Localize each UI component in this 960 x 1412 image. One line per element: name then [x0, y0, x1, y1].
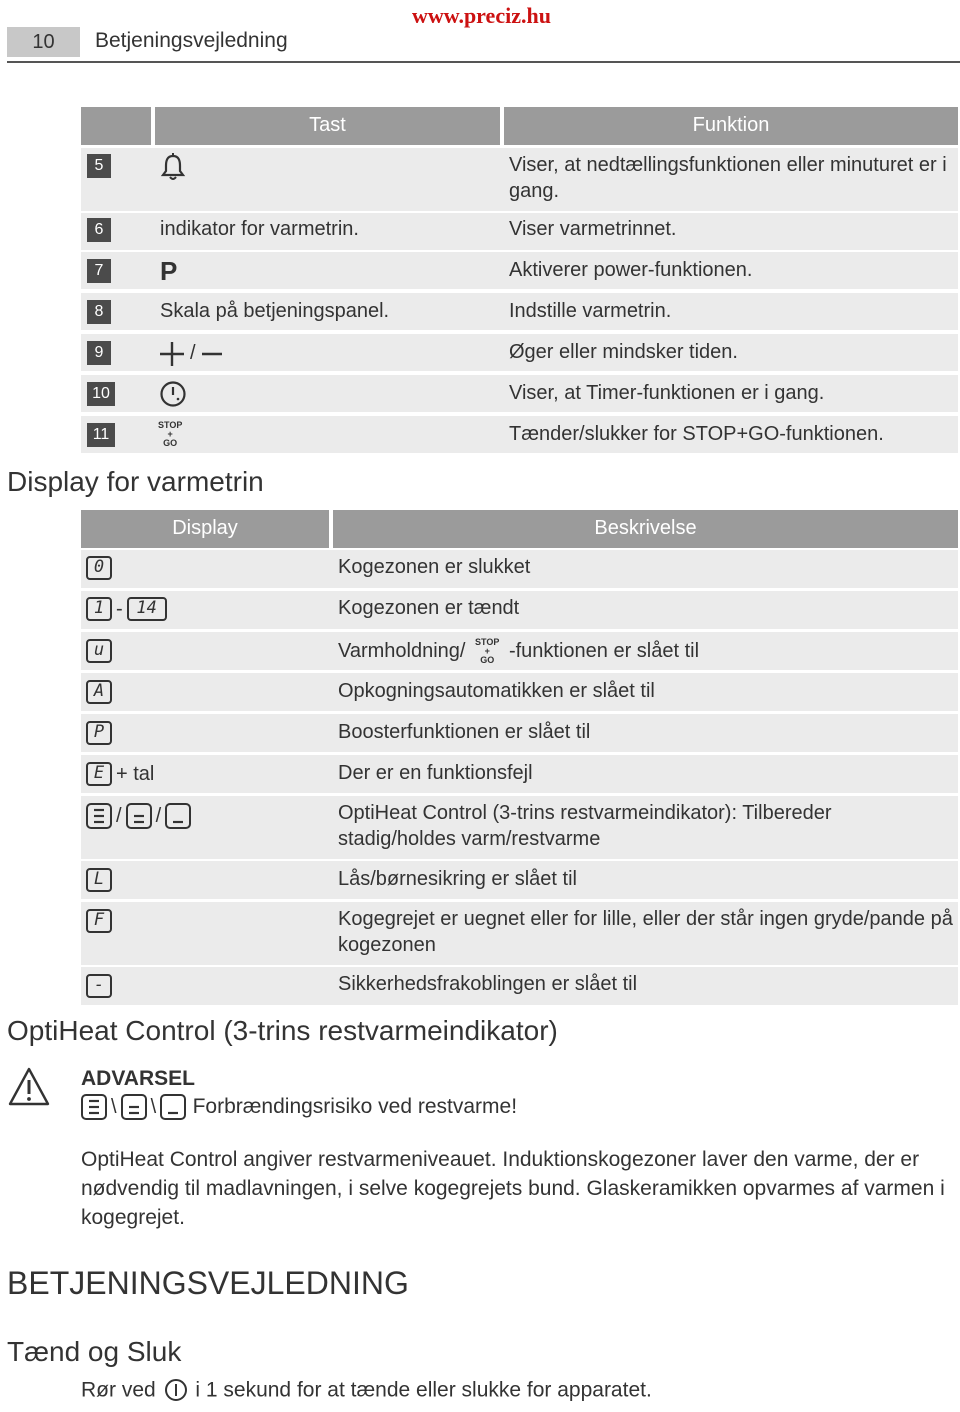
- minus-icon: [200, 340, 224, 368]
- site-watermark: www.preciz.hu: [412, 3, 551, 28]
- function-text: Tænder/slukker for STOP+GO-funktionen.: [509, 423, 884, 445]
- description-text: Kogezonen er slukket: [338, 556, 531, 578]
- display-symbol: u: [86, 639, 112, 663]
- keys-table-header-key: Tast: [155, 107, 500, 145]
- stop-go-icon: [158, 421, 182, 448]
- display-table-header-description: Beskrivelse: [333, 510, 958, 548]
- power-icon: [164, 1378, 188, 1402]
- display-extra: + tal: [116, 762, 155, 785]
- display-symbol: 1: [86, 597, 112, 621]
- heat-high-icon: [86, 803, 112, 829]
- description-text: Sikkerhedsfrakoblingen er slået til: [338, 973, 638, 995]
- stopgo-go: GO: [163, 438, 178, 448]
- power-key-label: P: [160, 256, 178, 286]
- key-text: indikator for varmetrin.: [160, 218, 359, 240]
- display-symbol: F: [86, 909, 112, 933]
- table-row: [81, 591, 958, 629]
- description-text: Kogezonen er tændt: [338, 597, 520, 619]
- warning-line: [81, 1094, 517, 1120]
- header-rule: [7, 61, 960, 63]
- stopgo-stop: STOP: [475, 637, 500, 648]
- range-dash: -: [116, 597, 123, 620]
- timer-icon: [159, 380, 187, 408]
- page-number: 10: [7, 27, 80, 57]
- heat-high-icon: [81, 1094, 107, 1120]
- row-number: 5: [87, 154, 111, 178]
- optiheat-heading: OptiHeat Control (3-trins restvarmeindikator): [7, 1015, 558, 1046]
- display-symbol: 14: [127, 597, 167, 621]
- row-number: 6: [87, 218, 111, 242]
- symbol-separator: \: [150, 1095, 157, 1118]
- stopgo-plus: +: [167, 429, 173, 439]
- display-symbol: A: [86, 680, 112, 704]
- heat-low-icon: [160, 1094, 186, 1120]
- optiheat-paragraph: OptiHeat Control angiver restvarmeniveauet. Induktionskogezoner laver den varme, der er nødvendig til madlavningen, i selve kogegrejets bund. Glaskeramikken opvarmes af varmen i kogegrejet.: [81, 1148, 945, 1229]
- heat-mid-icon: [126, 803, 152, 829]
- function-text: Viser, at Timer-funktionen er i gang.: [509, 382, 825, 404]
- plus-icon: [158, 340, 186, 368]
- description-line: [338, 638, 699, 665]
- warning-icon: [7, 1066, 51, 1108]
- function-text: Viser varmetrinnet.: [509, 218, 677, 240]
- display-symbol: -: [86, 974, 112, 998]
- row-number: 10: [87, 382, 115, 406]
- stopgo-stop: STOP: [158, 420, 183, 430]
- function-text: Øger eller mindsker tiden.: [509, 341, 738, 363]
- display-symbol: E: [86, 762, 112, 786]
- row-number: 7: [87, 259, 111, 283]
- symbol-separator: \: [111, 1095, 117, 1118]
- description-text: Boosterfunktionen er slået til: [338, 721, 591, 743]
- function-text: Indstille varmetrin.: [509, 300, 672, 322]
- keys-table-header-function: Funktion: [504, 107, 958, 145]
- page-header-title: Betjeningsvejledning: [95, 29, 288, 52]
- heat-mid-icon: [121, 1094, 147, 1120]
- display-symbol: L: [86, 868, 112, 892]
- display-table-header-display: Display: [81, 510, 329, 548]
- manual-instruction: [81, 1378, 652, 1402]
- stop-go-icon: [475, 638, 499, 665]
- function-text: Aktiverer power-funktionen.: [509, 259, 753, 281]
- description-text: Der er en funktionsfejl: [338, 762, 533, 784]
- key-separator: /: [190, 342, 196, 364]
- row-number: 9: [87, 341, 111, 365]
- display-symbol: 0: [86, 556, 112, 580]
- instruction-text: Rør ved: [81, 1378, 156, 1402]
- description-text: Opkogningsautomatikken er slået til: [338, 680, 655, 702]
- description-text: -funktionen er slået til: [508, 640, 700, 662]
- display-section-heading: Display for varmetrin: [7, 466, 264, 497]
- function-text: Viser, at nedtællingsfunktionen eller minuturet er i gang.: [509, 154, 947, 202]
- warning-title: ADVARSEL: [81, 1067, 195, 1090]
- instruction-text: i 1 sekund for at tænde eller slukke for apparatet.: [195, 1378, 652, 1402]
- stopgo-go: GO: [480, 655, 495, 666]
- warning-text: Forbrændingsrisiko ved restvarme!: [192, 1095, 518, 1118]
- row-number: 8: [87, 300, 111, 324]
- description-text: Varmholdning/: [338, 640, 466, 662]
- description-text: Kogegrejet er uegnet eller for lille, eller der står ingen gryde/pande på kogezonen: [338, 908, 953, 956]
- row-number: 11: [87, 423, 115, 447]
- manual-subheading: Tænd og Sluk: [7, 1336, 182, 1367]
- description-text: OptiHeat Control (3-trins restvarmeindikator): Tilbereder stadig/holdes varm/restvarme: [338, 802, 832, 850]
- bell-icon: [160, 153, 186, 181]
- symbol-separator: /: [116, 804, 122, 827]
- stopgo-plus: +: [484, 646, 490, 657]
- display-symbol: P: [86, 721, 112, 745]
- description-text: Lås/børnesikring er slået til: [338, 868, 577, 890]
- symbol-separator: /: [155, 804, 162, 827]
- key-text: Skala på betjeningspanel.: [160, 300, 390, 322]
- keys-table-header-num: [81, 107, 151, 145]
- heat-low-icon: [165, 803, 191, 829]
- manual-heading: BETJENINGSVEJLEDNING: [7, 1265, 409, 1301]
